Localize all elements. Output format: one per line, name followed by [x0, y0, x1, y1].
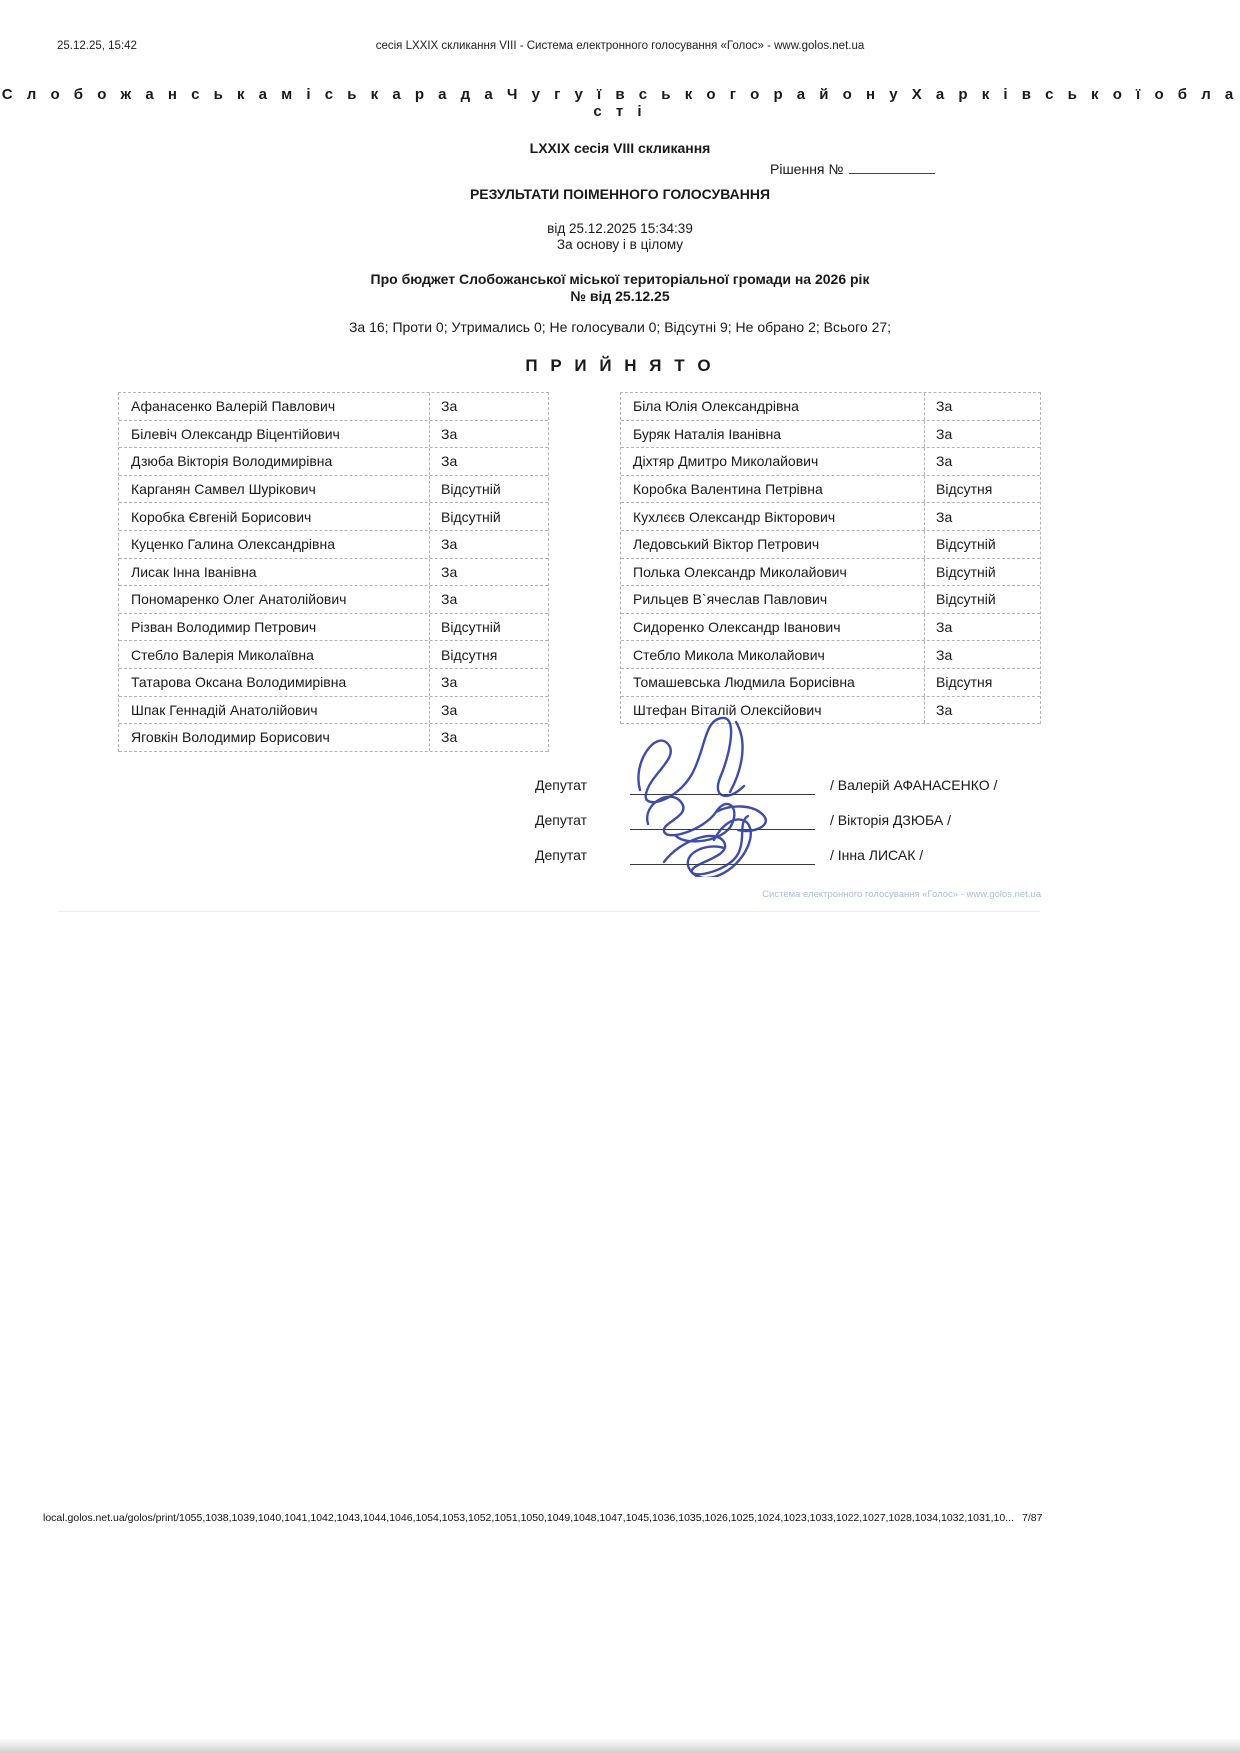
table-row [119, 531, 548, 559]
table-row [621, 393, 1040, 421]
vote-value: Відсутній [441, 481, 501, 498]
table-row [621, 503, 1040, 531]
footer-page-number: 7/87 [1022, 1512, 1043, 1524]
table-row [119, 421, 548, 449]
deputy-name: Шпак Геннадій Анатолійович [119, 697, 430, 724]
table-row [621, 476, 1040, 504]
vote-value: За [441, 591, 458, 608]
deputy-name: Рильцев В`ячеслав Павлович [621, 586, 925, 613]
table-row [621, 697, 1040, 725]
signature-row [535, 795, 1155, 830]
vote-value: За [936, 425, 953, 442]
vote-value: За [441, 701, 458, 718]
deputy-name: Біла Юлія Олександрівна [621, 393, 925, 420]
print-datetime: 25.12.25, 15:42 [57, 40, 137, 52]
subject-number: № від 25.12.25 [570, 288, 670, 304]
deputy-name: Лисак Інна Іванівна [119, 559, 430, 586]
deputy-name: Сидоренко Олександр Іванович [621, 614, 925, 641]
table-row [621, 641, 1040, 669]
table-row [119, 476, 548, 504]
table-row [119, 669, 548, 697]
results-title: РЕЗУЛЬТАТИ ПОІМЕННОГО ГОЛОСУВАННЯ [469, 186, 771, 202]
vote-value: За [441, 674, 458, 691]
vote-value: За [441, 729, 458, 746]
vote-value: За [936, 398, 953, 415]
table-row [621, 669, 1040, 697]
table-row [119, 393, 548, 421]
deputy-name: Стебло Микола Миколайович [621, 641, 925, 668]
signature-line [630, 779, 815, 795]
signature-name: / Інна ЛИСАК / [830, 847, 924, 863]
deputy-name: Афанасенко Валерій Павлович [119, 393, 430, 420]
vote-value: Відсутня [936, 674, 993, 691]
deputy-name: Куценко Галина Олександрівна [119, 531, 430, 558]
decision-label: Рішення № [770, 161, 844, 177]
footer-url: local.golos.net.ua/golos/print/1055,1038,1039,1040,1041,1042,1043,1044,1046,1054,1053,1052,1051,1050,1049,1048,1047,1045,1036,1035,1026,1025,1024,1023,1033,1022,1027,1028,1034,1032,1031,10... [43, 1512, 1014, 1524]
decision-blank-line [849, 162, 935, 174]
vote-value: Відсутній [441, 508, 501, 525]
decision-number-field [770, 161, 935, 177]
print-doc-title: сесія LXXIX скликання VIII - Система електронного голосування «Голос» - www.golos.net.ua [375, 40, 865, 52]
deputy-name: Діхтяр Дмитро Миколайович [621, 448, 925, 475]
table-row [119, 724, 548, 752]
signature-label: Депутат [535, 777, 587, 793]
signature-block [535, 760, 1155, 865]
signature-name: / Вікторія ДЗЮБА / [830, 812, 951, 828]
vote-value: За [441, 398, 458, 415]
signature-line [630, 814, 815, 830]
deputy-name: Полька Олександр Миколайович [621, 559, 925, 586]
signature-row [535, 830, 1155, 865]
vote-value: Відсутня [441, 646, 498, 663]
vote-datetime: від 25.12.2025 15:34:39 [547, 221, 693, 236]
signature-row [535, 760, 1155, 795]
deputy-name: Кухлєєв Олександр Вікторович [621, 503, 925, 530]
signature-line [630, 849, 815, 865]
vote-value: Відсутня [936, 481, 993, 498]
table-row [119, 448, 548, 476]
deputy-name: Яговкін Володимир Борисович [119, 724, 430, 751]
table-row [621, 448, 1040, 476]
table-row [119, 586, 548, 614]
deputy-name: Коробка Валентина Петрівна [621, 476, 925, 503]
deputy-name: Ледовський Віктор Петрович [621, 531, 925, 558]
vote-value: За [936, 646, 953, 663]
council-title: С л о б о ж а н с ь к а м і с ь к а р а д а Ч у г у ї в с ь к о г о р а й о н у Х а р к і в с ь к о ї о б л а с т і [1, 86, 1239, 120]
deputy-name: Томашевська Людмила Борисівна [621, 669, 925, 696]
table-row [621, 421, 1040, 449]
deputy-name: Коробка Євгеній Борисович [119, 503, 430, 530]
deputy-name: Різван Володимир Петрович [119, 614, 430, 641]
deputy-name: Карганян Самвел Шурікович [119, 476, 430, 503]
table-row [119, 503, 548, 531]
page-bottom-edge [0, 1738, 1240, 1753]
watermark: Система електронного голосування «Голос» - www.golos.net.ua [762, 889, 1041, 900]
table-row [621, 614, 1040, 642]
table-row [621, 559, 1040, 587]
deputy-name: Буряк Наталія Іванівна [621, 421, 925, 448]
vote-value: Відсутній [936, 591, 996, 608]
deputy-name: Татарова Оксана Володимирівна [119, 669, 430, 696]
table-row [621, 586, 1040, 614]
subject-title: Про бюджет Слобожанської міської територіальної громади на 2026 рік [370, 271, 870, 287]
table-row [119, 614, 548, 642]
vote-value: За [441, 453, 458, 470]
vote-basis: За основу і в цілому [556, 237, 684, 252]
table-row [119, 559, 548, 587]
signature-label: Депутат [535, 812, 587, 828]
vote-value: Відсутній [936, 563, 996, 580]
vote-value: За [936, 619, 953, 636]
deputy-name: Дзюба Вікторія Володимирівна [119, 448, 430, 475]
vote-value: За [936, 453, 953, 470]
vote-value: Відсутній [441, 619, 501, 636]
table-row [119, 697, 548, 725]
divider-line [57, 911, 1040, 912]
vote-value: Відсутній [936, 536, 996, 553]
deputy-name: Стебло Валерія Миколаївна [119, 641, 430, 668]
deputy-name: Пономаренко Олег Анатолійович [119, 586, 430, 613]
vote-value: За [936, 508, 953, 525]
vote-value: За [441, 536, 458, 553]
signature-name: / Валерій АФАНАСЕНКО / [830, 777, 998, 793]
vote-totals: За 16; Проти 0; Утримались 0; Не голосували 0; Відсутні 9; Не обрано 2; Всього 27; [348, 319, 892, 335]
deputy-name: Білевіч Олександр Віцентійович [119, 421, 430, 448]
result-status: П Р И Й Н Я Т О [525, 356, 715, 375]
session-title: LXXIX сесія VIII скликання [529, 140, 711, 156]
vote-value: За [936, 701, 953, 718]
table-row [119, 641, 548, 669]
signature-label: Депутат [535, 847, 587, 863]
vote-value: За [441, 425, 458, 442]
vote-value: За [441, 563, 458, 580]
votes-table-left [118, 392, 549, 752]
table-row [621, 531, 1040, 559]
votes-table-right [620, 392, 1041, 724]
deputy-name: Штефан Віталій Олексійович [621, 697, 925, 724]
